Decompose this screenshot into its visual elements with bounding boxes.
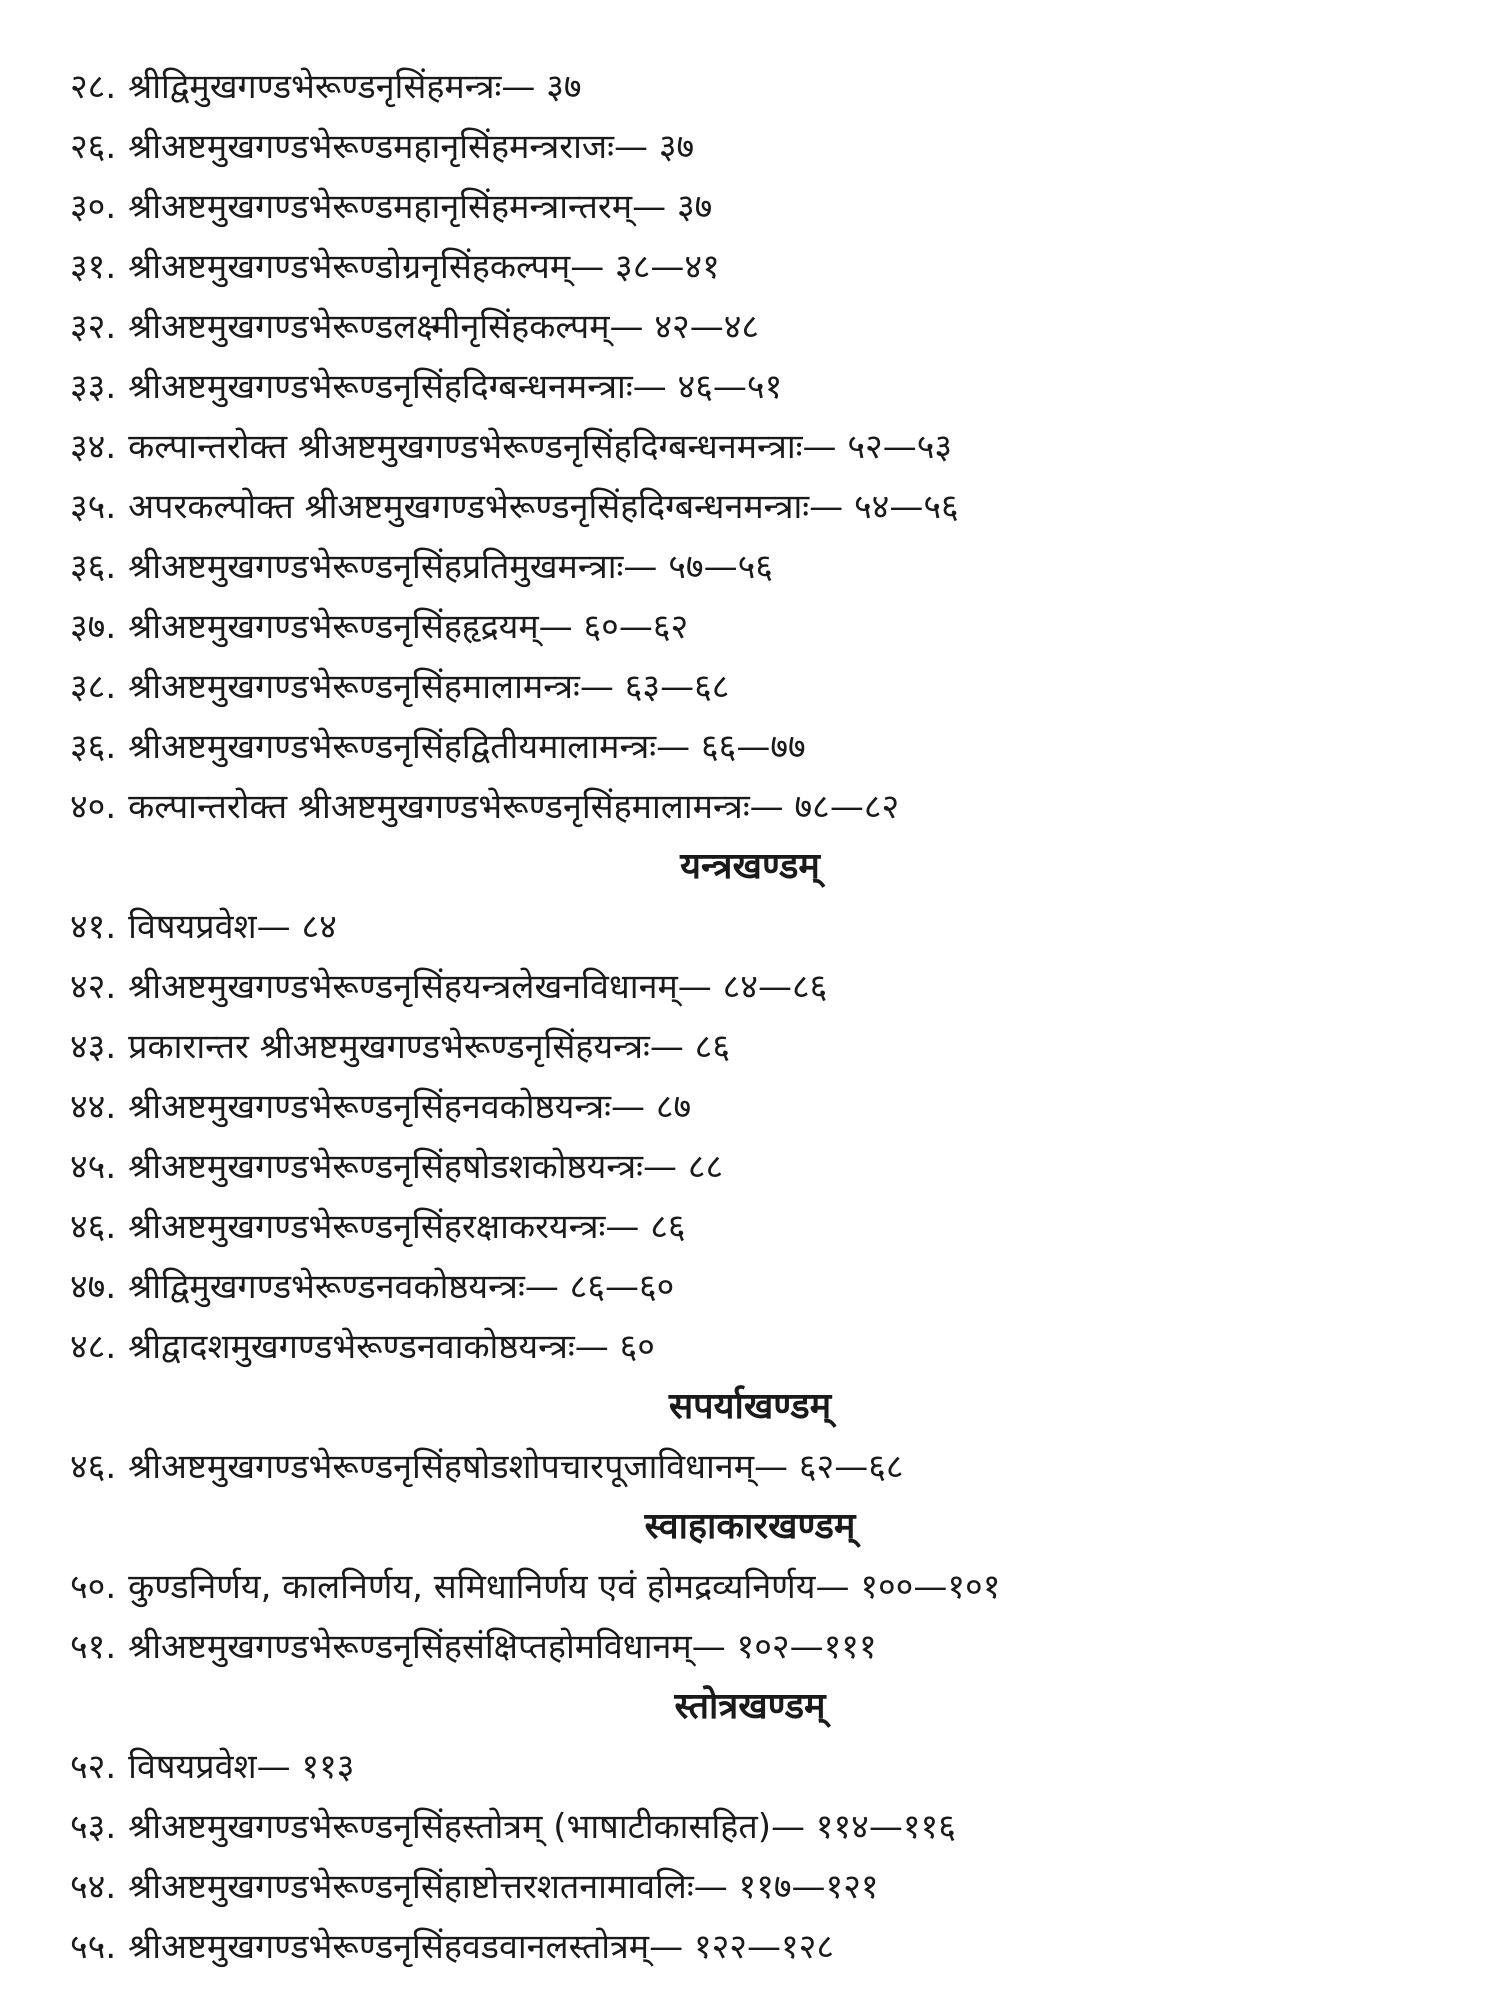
- entry-title: श्रीअष्टमुखगण्डभेरूण्डनृसिंहषोडशोपचारपूजाविधानम्—: [128, 1447, 789, 1487]
- entry-number: ४८.: [70, 1327, 117, 1367]
- entry-number: ३१.: [70, 247, 117, 287]
- entry-title: श्रीद्विमुखगण्डभेरूण्डनृसिंहमन्त्रः—: [128, 67, 536, 107]
- toc-entry: [70, 1797, 956, 1857]
- toc-entry: [70, 1737, 354, 1797]
- entry-number: ५५.: [70, 1927, 117, 1967]
- entry-title: श्रीअष्टमुखगण्डभेरूण्डनृसिंहमालामन्त्रः—: [128, 667, 614, 707]
- toc-entry: [70, 657, 729, 717]
- toc-entry: [70, 357, 782, 417]
- entry-number: ३७.: [70, 607, 117, 647]
- entry-number: ३४.: [70, 427, 117, 467]
- entry-title: श्रीअष्टमुखगण्डभेरूण्डनृसिंहनवकोष्ठयन्त्रः—: [128, 1087, 646, 1127]
- entry-number: ४२.: [70, 967, 117, 1007]
- entry-number: ३५.: [70, 487, 117, 527]
- toc-entry: [70, 717, 806, 777]
- toc-entry: [70, 417, 952, 477]
- entry-pages: ५२—५३: [847, 427, 953, 467]
- toc-entry: [70, 1917, 834, 1977]
- entry-number: ३६.: [70, 547, 117, 587]
- entry-pages: ८६: [694, 1027, 731, 1067]
- toc-entry: [70, 117, 694, 177]
- entry-number: ३३.: [70, 367, 117, 407]
- entry-number: ४३.: [70, 1027, 117, 1067]
- entry-pages: ३७: [546, 67, 582, 107]
- entry-pages: ५७—५६: [668, 547, 773, 587]
- entry-pages: ६३—६८: [624, 667, 730, 707]
- entry-title: श्रीअष्टमुखगण्डभेरूण्डनृसिंहयन्त्रलेखनविधानम्—: [128, 967, 712, 1007]
- entry-pages: ३७: [676, 187, 713, 227]
- entry-number: ४५.: [70, 1147, 117, 1187]
- toc-entry: [70, 537, 773, 597]
- entry-pages: ८४—८६: [722, 967, 828, 1007]
- section-heading-yantra: यन्त्रखण्डम्: [680, 846, 820, 887]
- toc-entry: [70, 897, 337, 957]
- entry-pages: ३७: [658, 127, 695, 167]
- entry-pages: ४२—४८: [654, 307, 760, 347]
- toc-entry: [70, 1257, 674, 1317]
- entry-pages: ८४: [301, 907, 337, 947]
- toc-entry: [70, 1617, 877, 1677]
- entry-title: विषयप्रवेश—: [128, 1747, 291, 1787]
- entry-pages: ८७: [655, 1087, 692, 1127]
- entry-pages: ७८—८२: [794, 787, 900, 827]
- entry-number: ३८.: [70, 667, 117, 707]
- toc-entry: [70, 597, 688, 657]
- entry-title: श्रीअष्टमुखगण्डभेरूण्डोग्रनृसिंहकल्पम्—: [128, 247, 605, 287]
- entry-number: २६.: [70, 127, 117, 167]
- entry-number: ५१.: [70, 1627, 117, 1667]
- entry-title: प्रकारान्तर श्रीअष्टमुखगण्डभेरूण्डनृसिंहयन्त्रः—: [128, 1027, 684, 1067]
- entry-pages: ८६—६०: [569, 1267, 675, 1307]
- entry-pages: ११७—१२१: [738, 1867, 879, 1907]
- toc-entry: [70, 1437, 904, 1497]
- entry-title: श्रीद्वादशमुखगण्डभेरूण्डनवाकोष्ठयन्त्रः—: [128, 1327, 609, 1367]
- entry-title: श्रीअष्टमुखगण्डभेरूण्डनृसिंहरक्षाकरयन्त्रः—: [128, 1207, 640, 1247]
- entry-pages: ८८: [687, 1147, 724, 1187]
- toc-entry: [70, 957, 827, 1017]
- entry-pages: ३८—४१: [615, 247, 720, 287]
- entry-number: ४१.: [70, 907, 117, 947]
- entry-pages: १२२—१२८: [693, 1927, 835, 1967]
- toc-entry: [70, 1317, 655, 1377]
- entry-title: श्रीअष्टमुखगण्डभेरूण्डनृसिंहाष्टोत्तरशतनामावलिः—: [128, 1867, 728, 1907]
- toc-entry: [70, 1017, 730, 1077]
- entry-title: श्रीअष्टमुखगण्डभेरूण्डनृसिंहद्वितीयमालामन्त्रः—: [128, 727, 691, 767]
- entry-title: अपरकल्पोक्त श्रीअष्टमुखगण्डभेरूण्डनृसिंहदिग्बन्धनमन्त्राः—: [128, 487, 844, 527]
- entry-number: ४४.: [70, 1087, 117, 1127]
- entry-number: ५३.: [70, 1807, 117, 1847]
- entry-title: श्रीअष्टमुखगण्डभेरूण्डनृसिंहसंक्षिप्तहोमविधानम्—: [128, 1627, 726, 1667]
- entry-number: ३२.: [70, 307, 117, 347]
- toc-entry: [70, 1197, 686, 1257]
- entry-pages: ६२—६८: [798, 1447, 904, 1487]
- entry-number: २८.: [70, 67, 117, 107]
- entry-title: श्रीअष्टमुखगण्डभेरूण्डनृसिंहषोडशकोष्ठयन्त्रः—: [128, 1147, 677, 1187]
- toc-entry: [70, 57, 582, 117]
- entry-title: श्रीअष्टमुखगण्डभेरूण्डलक्ष्मीनृसिंहकल्पम्—: [128, 307, 644, 347]
- entry-title: कल्पान्तरोक्त श्रीअष्टमुखगण्डभेरूण्डनृसिंहमालामन्त्रः—: [128, 787, 784, 827]
- entry-title: कल्पान्तरोक्त श्रीअष्टमुखगण्डभेरूण्डनृसिंहदिग्बन्धनमन्त्राः—: [128, 427, 837, 467]
- toc-entry: [70, 1557, 1000, 1617]
- entry-number: ४६.: [70, 1447, 117, 1487]
- section-heading-stotra: स्तोत्रखण्डम्: [674, 1686, 826, 1727]
- entry-title: श्रीअष्टमुखगण्डभेरूण्डनृसिंहदिग्बन्धनमन्त्राः—: [128, 367, 667, 407]
- entry-number: ४७.: [70, 1267, 117, 1307]
- entry-title: श्रीअष्टमुखगण्डभेरूण्डनृसिंहवडवानलस्तोत्रम्—: [128, 1927, 684, 1967]
- entry-pages: ६६—७७: [700, 727, 806, 767]
- entry-title: विषयप्रवेश—: [128, 907, 291, 947]
- toc-entry: [70, 297, 759, 357]
- entry-title: श्रीअष्टमुखगण्डभेरूण्डमहानृसिंहमन्त्रराजः—: [128, 127, 649, 167]
- toc-entry: [70, 477, 959, 537]
- entry-number: ४६.: [70, 1207, 117, 1247]
- toc-entry: [70, 1137, 723, 1197]
- toc-entry: [70, 1077, 691, 1137]
- entry-title: श्रीअष्टमुखगण्डभेरूण्डमहानृसिंहमन्त्रान्तरम्—: [128, 187, 667, 227]
- entry-number: ५०.: [70, 1567, 117, 1607]
- entry-pages: ८६: [650, 1207, 686, 1247]
- toc-entry: [70, 237, 720, 297]
- toc-entry: [70, 1857, 879, 1917]
- entry-pages: १०२—१११: [736, 1627, 877, 1667]
- entry-number: ३०.: [70, 187, 117, 227]
- entry-title: कुण्डनिर्णय, कालनिर्णय, समिधानिर्णय एवं होमद्रव्यनिर्णय—: [128, 1567, 850, 1607]
- entry-pages: १००—१०१: [860, 1567, 1001, 1607]
- entry-pages: ४६—५१: [677, 367, 783, 407]
- entry-title: श्रीअष्टमुखगण्डभेरूण्डनृसिंहस्तोत्रम् (भाषाटीकासहित)—: [128, 1807, 805, 1847]
- toc-entry: [70, 777, 899, 837]
- entry-pages: ५४—५६: [853, 487, 959, 527]
- entry-pages: ११४—११६: [815, 1807, 956, 1847]
- toc-entry: [70, 177, 712, 237]
- entry-number: ५२.: [70, 1747, 117, 1787]
- entry-title: श्रीद्विमुखगण्डभेरूण्डनवकोष्ठयन्त्रः—: [128, 1267, 559, 1307]
- entry-number: ४०.: [70, 787, 117, 827]
- entry-pages: ६०—६२: [583, 607, 689, 647]
- section-heading-saparya: सपर्याखण्डम्: [668, 1386, 832, 1427]
- entry-pages: ११३: [301, 1747, 355, 1787]
- entry-title: श्रीअष्टमुखगण्डभेरूण्डनृसिंहहृद्रयम्—: [128, 607, 573, 647]
- entry-title: श्रीअष्टमुखगण्डभेरूण्डनृसिंहप्रतिमुखमन्त्राः—: [128, 547, 658, 587]
- section-heading-swahakar: स्वाहाकारखण्डम्: [644, 1506, 856, 1547]
- entry-number: ३६.: [70, 727, 117, 767]
- entry-number: ५४.: [70, 1867, 117, 1907]
- entry-pages: ६०: [619, 1327, 655, 1367]
